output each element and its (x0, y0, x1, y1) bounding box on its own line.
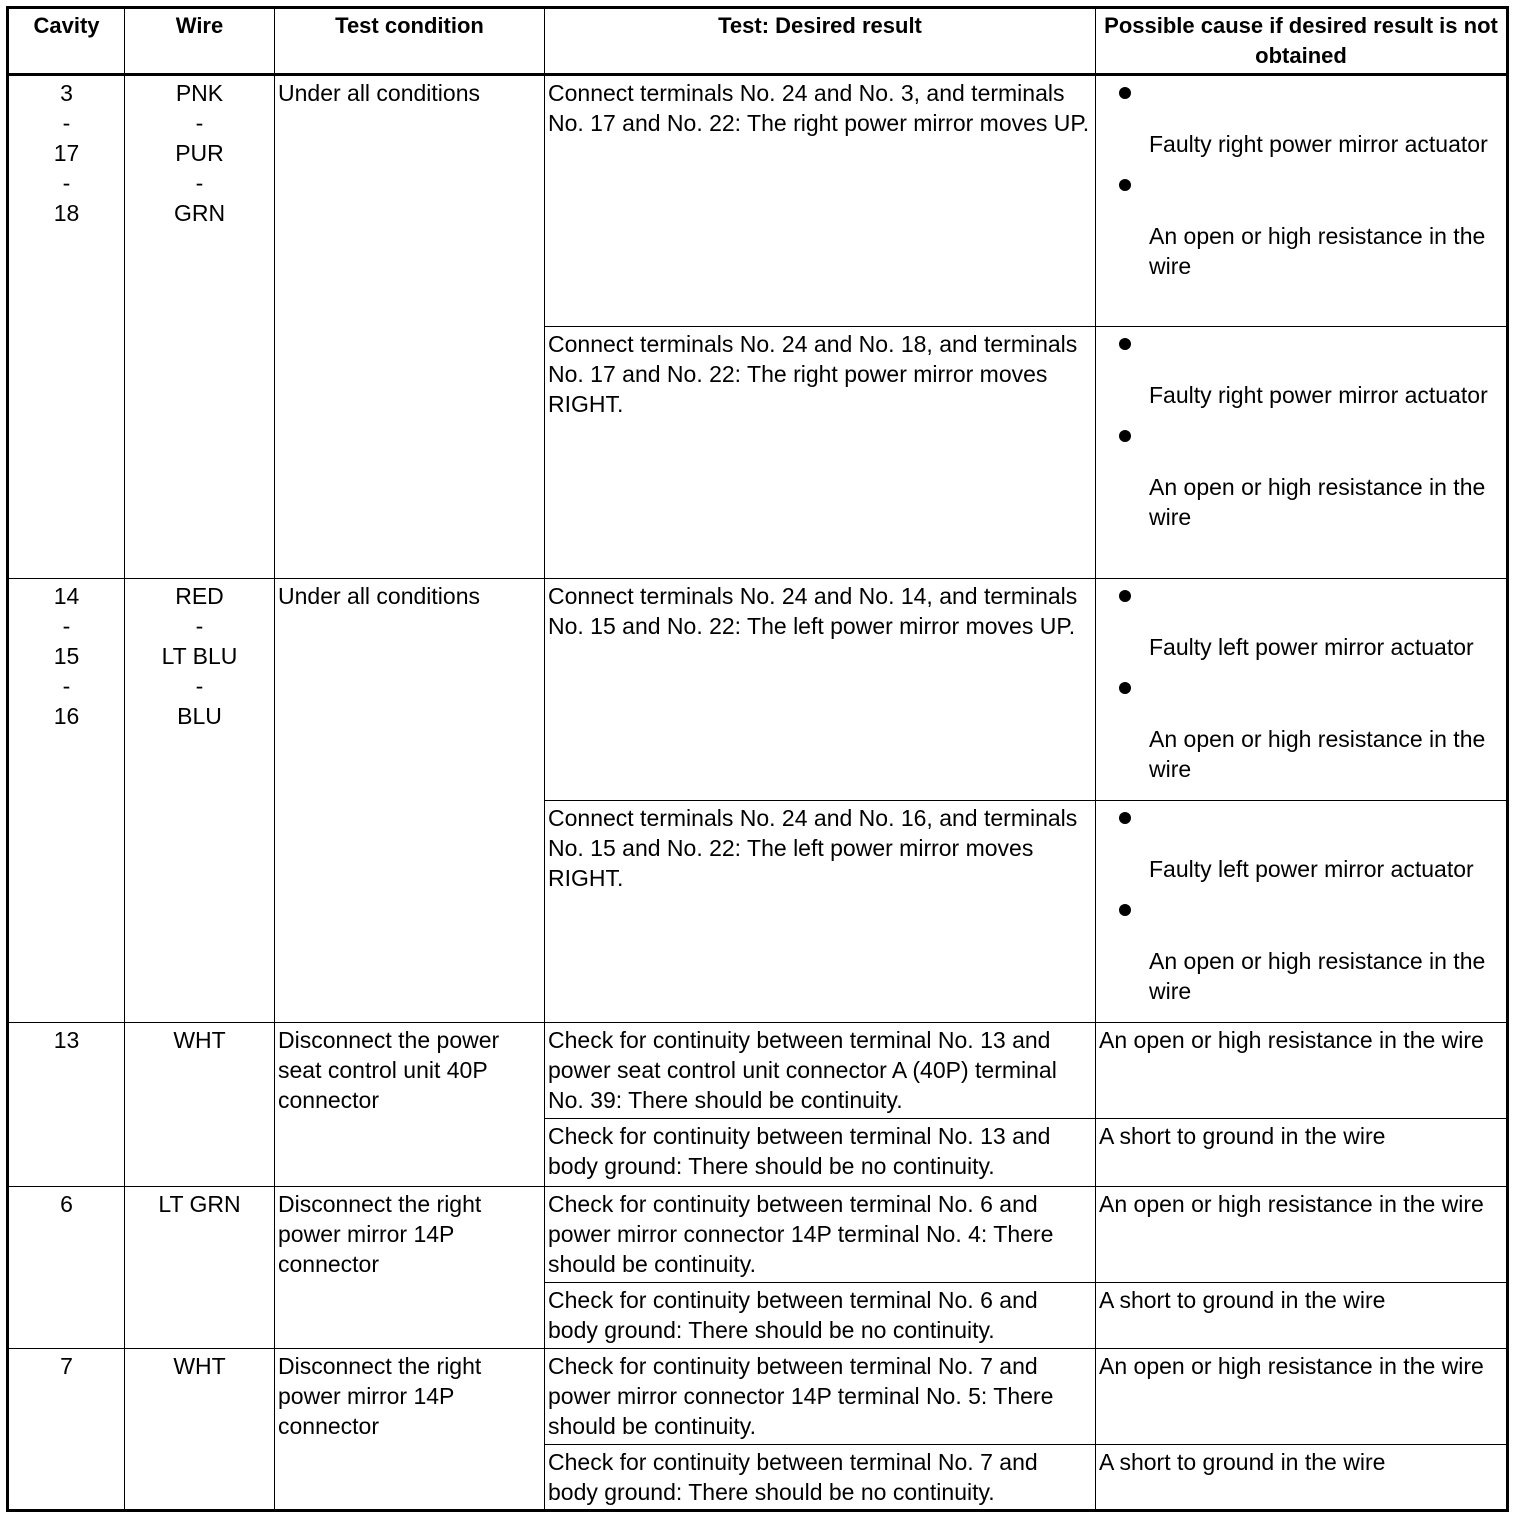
desired-result-cell: Connect terminals No. 24 and No. 14, and terminals No. 15 and No. 22: The left power mirror moves UP. (545, 579, 1096, 801)
bullet-icon (1119, 179, 1131, 191)
wire-separator: - (195, 170, 204, 196)
bullet-icon (1119, 904, 1131, 916)
table-row (8, 1023, 1508, 1119)
bullet-icon (1119, 338, 1131, 350)
cavity-cell: 7 (8, 1349, 125, 1511)
cavity-value: 16 (53, 703, 80, 729)
header-desired-result: Test: Desired result (545, 8, 1096, 75)
possible-cause-cell: An open or high resistance in the wire (1096, 1349, 1508, 1445)
table-row (8, 579, 1508, 801)
test-condition-cell: Disconnect the right power mirror 14P connector (275, 1187, 545, 1349)
header-row (8, 8, 1508, 75)
header-possible-cause: Possible cause if desired result is not obtained (1096, 8, 1508, 75)
wire-cell (125, 579, 275, 1023)
possible-cause-cell: An open or high resistance in the wire (1096, 1023, 1508, 1119)
wire-cell: WHT (125, 1023, 275, 1187)
bullet-icon (1119, 812, 1131, 824)
wire-cell: WHT (125, 1349, 275, 1511)
possible-cause-cell: A short to ground in the wire (1096, 1119, 1508, 1187)
possible-cause-cell: A short to ground in the wire (1096, 1445, 1508, 1511)
table-row (8, 75, 1508, 327)
wire-value: BLU (177, 703, 222, 729)
cavity-value: 3 (60, 80, 73, 106)
desired-result-cell: Check for continuity between terminal No. 13 and power seat control unit connector A (40P) terminal No. 39: There should be continuity. (545, 1023, 1096, 1119)
cavity-separator: - (62, 110, 71, 136)
desired-result-cell: Connect terminals No. 24 and No. 3, and terminals No. 17 and No. 22: The right power mirror moves UP. (545, 75, 1096, 327)
wire-separator: - (195, 110, 204, 136)
desired-result-cell: Check for continuity between terminal No. 7 and power mirror connector 14P terminal No. 5: There should be continuity. (545, 1349, 1096, 1445)
cause-text: An open or high resistance in the wire (1149, 474, 1486, 530)
desired-result-cell: Check for continuity between terminal No. 13 and body ground: There should be no continuity. (545, 1119, 1096, 1187)
cavity-cell (8, 75, 125, 579)
bullet-icon (1119, 87, 1131, 99)
cause-text: An open or high resistance in the wire (1149, 223, 1486, 279)
cavity-separator: - (62, 613, 71, 639)
cavity-separator: - (62, 170, 71, 196)
bullet-icon (1119, 682, 1131, 694)
desired-result-cell: Connect terminals No. 24 and No. 16, and terminals No. 15 and No. 22: The left power mirror moves RIGHT. (545, 801, 1096, 1023)
header-test-condition: Test condition (275, 8, 545, 75)
cause-text: An open or high resistance in the wire (1149, 948, 1486, 1004)
cavity-value: 18 (53, 200, 80, 226)
possible-cause-cell (1096, 801, 1508, 1023)
header-cavity: Cavity (8, 8, 125, 75)
wire-cell (125, 75, 275, 579)
cavity-value: 15 (53, 643, 80, 669)
header-wire: Wire (125, 8, 275, 75)
wire-cell: LT GRN (125, 1187, 275, 1349)
cavity-value: 17 (53, 140, 80, 166)
desired-result-cell: Check for continuity between terminal No. 7 and body ground: There should be no continuity. (545, 1445, 1096, 1511)
possible-cause-cell (1096, 579, 1508, 801)
wire-value: PUR (175, 140, 224, 166)
desired-result-cell: Check for continuity between terminal No. 6 and body ground: There should be no continuity. (545, 1283, 1096, 1349)
cavity-cell: 6 (8, 1187, 125, 1349)
cavity-cell: 13 (8, 1023, 125, 1187)
possible-cause-cell: A short to ground in the wire (1096, 1283, 1508, 1349)
test-condition-cell: Under all conditions (275, 75, 545, 579)
cause-text: Faulty right power mirror actuator (1149, 131, 1488, 157)
cavity-separator: - (62, 673, 71, 699)
test-condition-cell: Disconnect the right power mirror 14P connector (275, 1349, 545, 1511)
test-condition-cell: Under all conditions (275, 579, 545, 1023)
table-row (8, 1187, 1508, 1283)
cavity-cell (8, 579, 125, 1023)
cause-text: An open or high resistance in the wire (1149, 726, 1486, 782)
bullet-icon (1119, 590, 1131, 602)
possible-cause-cell (1096, 75, 1508, 327)
desired-result-cell: Check for continuity between terminal No. 6 and power mirror connector 14P terminal No. 4: There should be continuity. (545, 1187, 1096, 1283)
desired-result-cell: Connect terminals No. 24 and No. 18, and terminals No. 17 and No. 22: The right power mirror moves RIGHT. (545, 327, 1096, 579)
cause-text: Faulty right power mirror actuator (1149, 382, 1488, 408)
wire-separator: - (195, 673, 204, 699)
test-condition-cell: Disconnect the power seat control unit 40P connector (275, 1023, 545, 1187)
possible-cause-cell: An open or high resistance in the wire (1096, 1187, 1508, 1283)
troubleshooting-table (6, 6, 1509, 1512)
wire-value: GRN (173, 200, 226, 226)
bullet-icon (1119, 430, 1131, 442)
wire-separator: - (195, 613, 204, 639)
cause-text: Faulty left power mirror actuator (1149, 634, 1474, 660)
wire-value: RED (175, 583, 224, 609)
table-row (8, 1349, 1508, 1445)
cavity-value: 14 (53, 583, 80, 609)
wire-value: LT BLU (161, 643, 238, 669)
wire-value: PNK (175, 80, 224, 106)
cause-text: Faulty left power mirror actuator (1149, 856, 1474, 882)
possible-cause-cell (1096, 327, 1508, 579)
